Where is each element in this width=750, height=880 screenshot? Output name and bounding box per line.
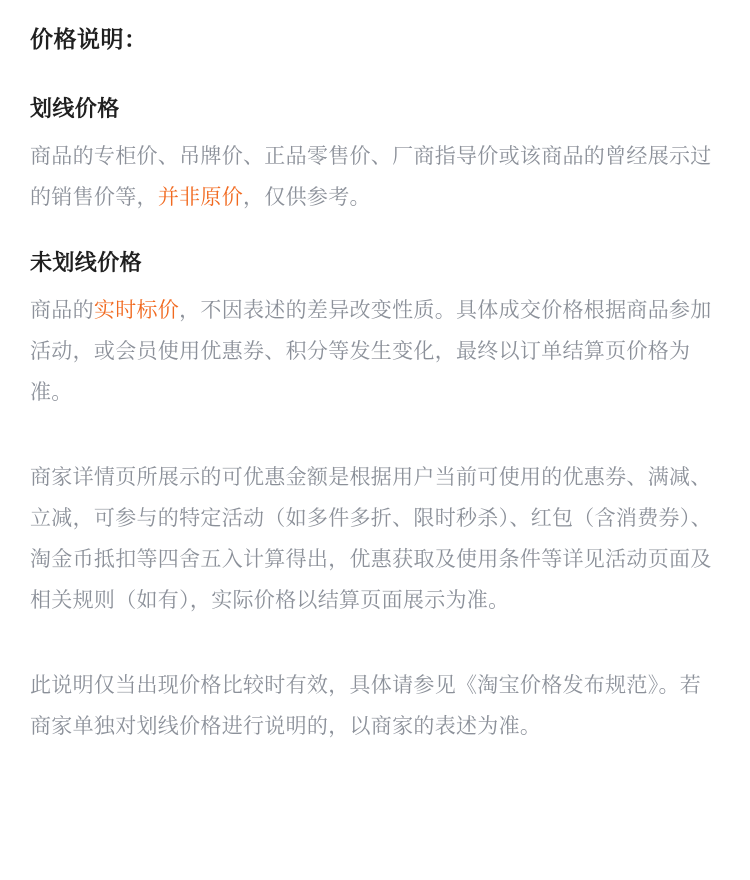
discount-explanation-paragraph: 商家详情页所展示的可优惠金额是根据用户当前可使用的优惠券、满减、立减，可参与的特定活动（如多件多折、限时秒杀）、红包（含消费券）、淘金币抵扣等四舍五入计算得出，优惠获取及使用条件等详见活动页面及相关规则（如有），实际价格以结算页面展示为准。 (30, 466, 712, 612)
section-non-strikethrough-price (30, 248, 720, 413)
scope-notice-paragraph: 此说明仅当出现价格比较时有效，具体请参见《淘宝价格发布规范》。若商家单独对划线价格进行说明的，以商家的表述为准。 (30, 674, 702, 738)
page-title: 价格说明： (30, 26, 148, 52)
paragraph-text-part: 商品的专柜价、吊牌价、正品零售价、厂商指导价或该商品的曾经展示过的销售价等， (30, 145, 712, 209)
paragraph-text-part: ，不因表述的差异改变性质。具体成交价格根据商品参加活动，或会员使用优惠券、积分等发生变化，最终以订单结算页价格为准。 (30, 299, 712, 404)
section-heading-non-strikethrough-price: 未划线价格 (30, 250, 143, 275)
paragraph-text-part: ，仅供参考。 (243, 186, 371, 209)
paragraph-text-part: 商品的 (30, 299, 94, 322)
paragraph-highlight-part: 实时标价 (93, 299, 180, 322)
section-paragraph-strikethrough-price (30, 136, 720, 218)
section-paragraph-non-strikethrough-price (30, 290, 720, 413)
paragraph-highlight-part: 并非原价 (157, 186, 244, 209)
section-strikethrough-price (30, 94, 720, 218)
section-heading-strikethrough-price: 划线价格 (30, 96, 120, 121)
